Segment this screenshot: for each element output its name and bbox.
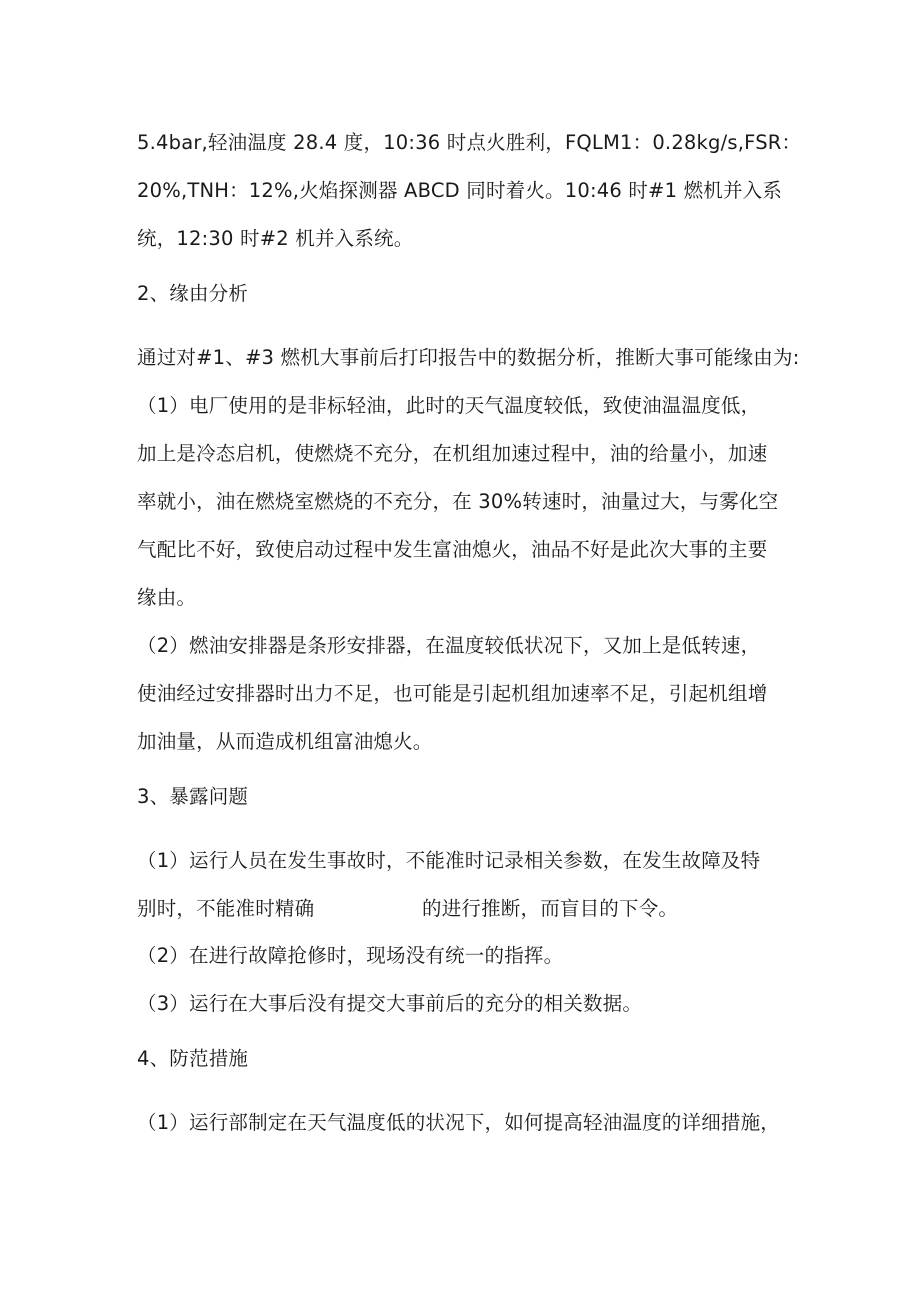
paragraph-line: 使油经过安排器时出力不足，也可能是引起机组加速率不足，引起机组增 [137,682,768,705]
paragraph-line: 加上是冷态启机，使燃烧不充分，在机组加速过程中，油的给量小，加速 [137,442,768,465]
paragraph-line: 别时，不能准时精确 [137,897,315,920]
paragraph-line: （1）运行人员在发生事故时，不能准时记录相关参数，在发生故障及特 [137,849,761,872]
paragraph-line: 20%,TNH：12%,火焰探测器 ABCD 同时着火。10:46 时#1 燃机并入系 [137,179,783,202]
paragraph-line: 缘由。 [137,586,197,609]
section-heading: 4、防范措施 [137,1047,249,1070]
paragraph-line: 加油量，从而造成机组富油熄火。 [137,730,433,753]
paragraph-line: （1）电厂使用的是非标轻油，此时的天气温度较低，致使油温温度低， [137,394,761,417]
paragraph-line: 通过对#1、#3 燃机大事前后打印报告中的数据分析，推断大事可能缘由为: [137,346,800,369]
paragraph-line: （3）运行在大事后没有提交大事前后的充分的相关数据。 [137,992,643,1015]
paragraph-line: （2）燃油安排器是条形安排器，在温度较低状况下，又加上是低转速， [137,634,761,657]
section-heading: 3、暴露问题 [137,785,249,808]
paragraph-line: 统，12:30 时#2 机并入系统。 [137,227,414,250]
paragraph-line: 5.4bar,轻油温度 28.4 度，10:36 时点火胜利，FQLM1：0.28kg/s,FSR： [137,131,802,154]
paragraph-line: （2）在进行故障抢修时，现场没有统一的指挥。 [137,944,564,967]
paragraph-line: 的进行推断，而盲目的下令。 [422,897,679,920]
paragraph-line: （1）运行部制定在天气温度低的状况下，如何提高轻油温度的详细措施， [137,1111,781,1134]
section-heading: 2、缘由分析 [137,282,249,305]
paragraph-line: 率就小，油在燃烧室燃烧的不充分，在 30%转速时，油量过大，与雾化空 [137,490,779,513]
paragraph-line: 气配比不好，致使启动过程中发生富油熄火，油品不好是此次大事的主要 [137,538,768,561]
